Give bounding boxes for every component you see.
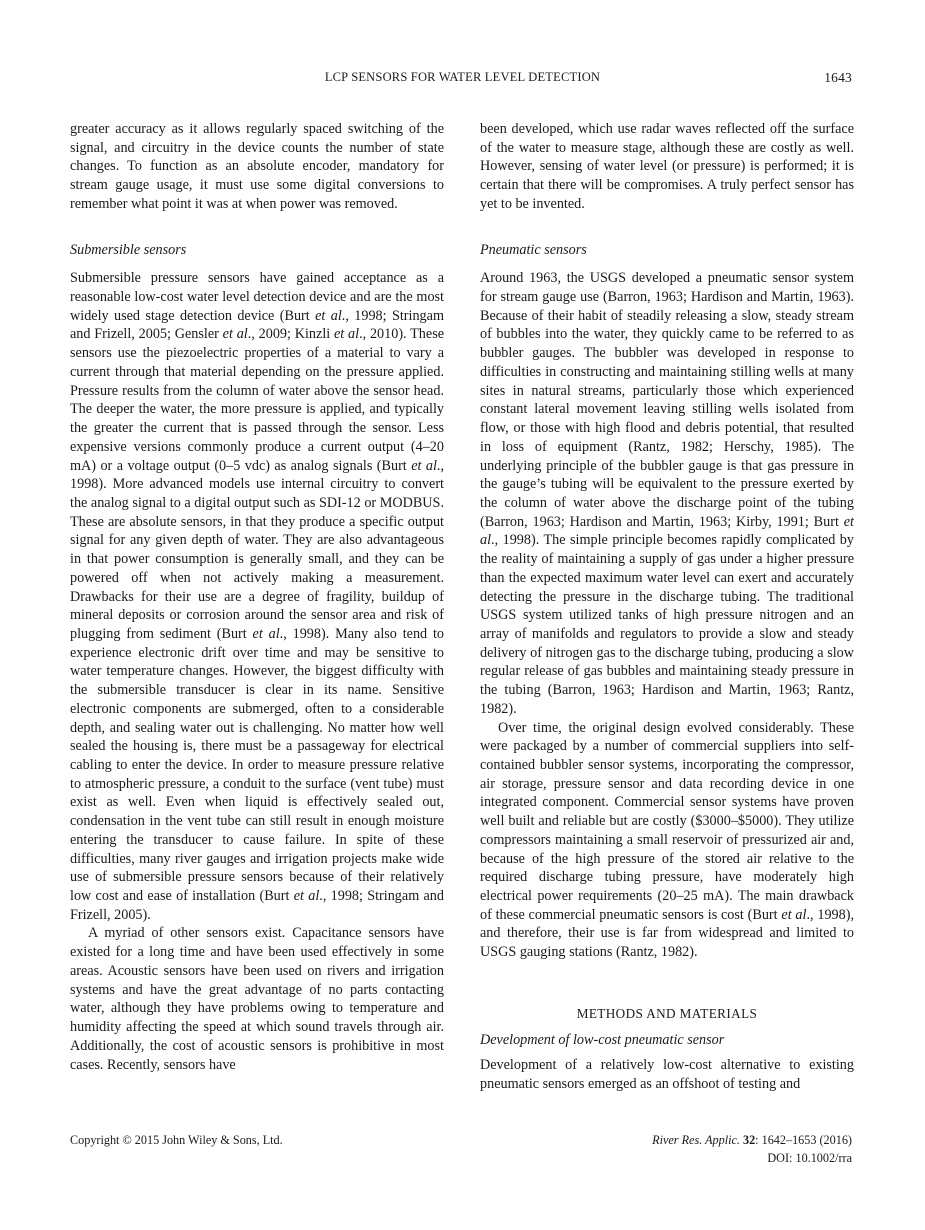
methods-section-heading: METHODS AND MATERIALS	[576, 1005, 758, 1021]
right-continued-paragraph: been developed, which use radar waves reflected off the surface of the water to measure stage, although these are costly as well. However, sensing of water level (or pressure) is performed; it is certain that there will be compromises. A truly perfect sensor has yet to be invented.	[480, 121, 854, 212]
pneumatic-sensors-heading: Pneumatic sensors	[480, 241, 587, 258]
development-subheading: Development of low-cost pneumatic sensor	[480, 1031, 725, 1048]
page-number: 1643	[824, 70, 852, 85]
journal-name: River Res. Applic.	[652, 1133, 740, 1147]
journal-volume: 32	[742, 1133, 756, 1147]
copyright-notice: Copyright © 2015 John Wiley & Sons, Ltd.	[70, 1133, 283, 1147]
submersible-sensors-paragraph: Submersible pressure sensors have gained acceptance as a reasonable low-cost water level detection device and are the most widely used stage detection device (Burt et al., 1998; Stringam and Frizell, 2005; Gensler et al., 2009; Kinzli et al., 2010). These sensors use the piezoelectric properties of a material to vary a current through that material depending on the pressure applied. Pressure results from the column of water above the sensor head. The deeper the water, the more pressure is applied, and typically the greater the current that is passed through the sensor. Less expensive versions commonly produce a current output (4–20 mA) or a voltage output (0–5 vdc) as analog signals (Burt et al., 1998). More advanced models use internal circuitry to convert the analog signal to a digital output such as SDI-12 or MODBUS. These are absolute sensors, in that they produce a specific output signal for any given depth of water. They are also advantageous in that power consumption is generally small, and they can be powered off when not actively making a measurement. Drawbacks for their use are a degree of fragility, buildup of mineral deposits or corrosion around the sensor area and risk of plugging from sediment (Burt et al., 1998). Many also tend to experience electronic drift over time and may be sensitive to water temperature changes. However, the biggest difficulty with the submersible transducer is clear in its name. Sensitive electronic components are submerged, often to a considerable depth, and sealing water out is challenging. No matter how well sealed the housing is, there must be a passageway for electrical cabling to enter the device. In order to measure pressure relative to atmospheric pressure, a conduit to the surface (vent tube) must exist as well. Even when liquid is effectively sealed out, condensation in the vent tube can still result in enough moisture entering the transducer to cause failure. In spite of these difficulties, many river gauges and irrigation projects make wide use of submersible pressure sensors because of their relatively low cost and ease of installation (Burt et al., 1998; Stringam and Frizell, 2005).	[70, 270, 445, 923]
development-paragraph: Development of a relatively low-cost alternative to existing pneumatic sensors emerged as an offshoot of testing and	[480, 1057, 854, 1093]
evolution-paragraph: Over time, the original design evolved considerably. These were packaged by a number of commercial suppliers into self-contained bubbler sensor systems, incorporating the compressor, air storage, pressure sensor and data recording device in one integrated component. Commercial sensor systems have proven well built and reliable but are costly ($3000–$5000). They utilize compressors maintaining a small reservoir of pressurized air and, because of the high pressure of the stored air relative to the required discharge tubing pressure, have moderately high electrical power requirements (20–25 mA). The main drawback of these commercial pneumatic sensors is cost (Burt et al., 1998), and therefore, their use is far from widespread and limited to USGS gauging stations (Rantz, 1982).	[480, 719, 854, 961]
right-column	[480, 120, 854, 1094]
journal-citation	[652, 1132, 852, 1149]
running-title: LCP SENSORS FOR WATER LEVEL DETECTION	[324, 70, 601, 84]
journal-pages: : 1642–1653 (2016)	[755, 1133, 852, 1147]
submersible-sensors-heading: Submersible sensors	[70, 241, 187, 258]
pneumatic-sensors-paragraph: Around 1963, the USGS developed a pneumatic sensor system for stream gauge use (Barron, 1963; Hardison and Martin, 1963). Because of their habit of steadily releasing a slow, steady stream of bubbles into the water, they quickly came to be referred to as bubbler gauges. The bubbler was developed in response to difficulties in constructing and maintaining stilling wells at many sites in natural streams, particularly those which experienced constant lateral movement leaving stilling wells isolated from flow, or those with high flood and debris potential, that resulted in loss of equipment (Rantz, 1982; Herschy, 1985). The underlying principle of the bubbler gauge is that gas pressure in the gauge’s tubing will be equivalent to the pressure exerted by the column of water above the discharge point of the tubing (Barron, 1963; Hardison and Martin, 1963; Kirby, 1991; Burt et al., 1998). The simple principle becomes rapidly complicated by the reality of maintaining a supply of gas under a higher pressure than the expected maximum water level can exert and accurately detecting the pressure in the discharge tubing. The traditional USGS system utilized tanks of high pressure nitrogen and an array of manifolds and regulators to provide a slow and steady delivery of nitrogen gas to the discharge tubing, producing a slow regular release of gas bubbles and maintaining steady pressure in the tubing (Barron, 1963; Hardison and Martin, 1963; Rantz, 1982).	[480, 270, 854, 717]
left-column	[70, 120, 444, 1074]
other-sensors-paragraph: A myriad of other sensors exist. Capacitance sensors have existed for a long time and have been used effectively in some areas. Acoustic sensors have been used on rivers and irrigation systems and have the great advantage of no parts contacting water, although they have problems owing to temperature and humidity affecting the speed at which sound travels through air. Additionally, the cost of acoustic sensors is prohibitive in most cases. Recently, sensors have	[70, 925, 444, 1073]
doi: DOI: 10.1002/rra	[767, 1151, 852, 1165]
running-head	[0, 70, 925, 90]
left-continued-paragraph: greater accuracy as it allows regularly spaced switching of the signal, and circuitry in the device counts the number of state changes. To function as an absolute encoder, mandatory for stream gauge usage, it must use some digital conversions to remember what point it was at when power was removed.	[70, 121, 444, 212]
